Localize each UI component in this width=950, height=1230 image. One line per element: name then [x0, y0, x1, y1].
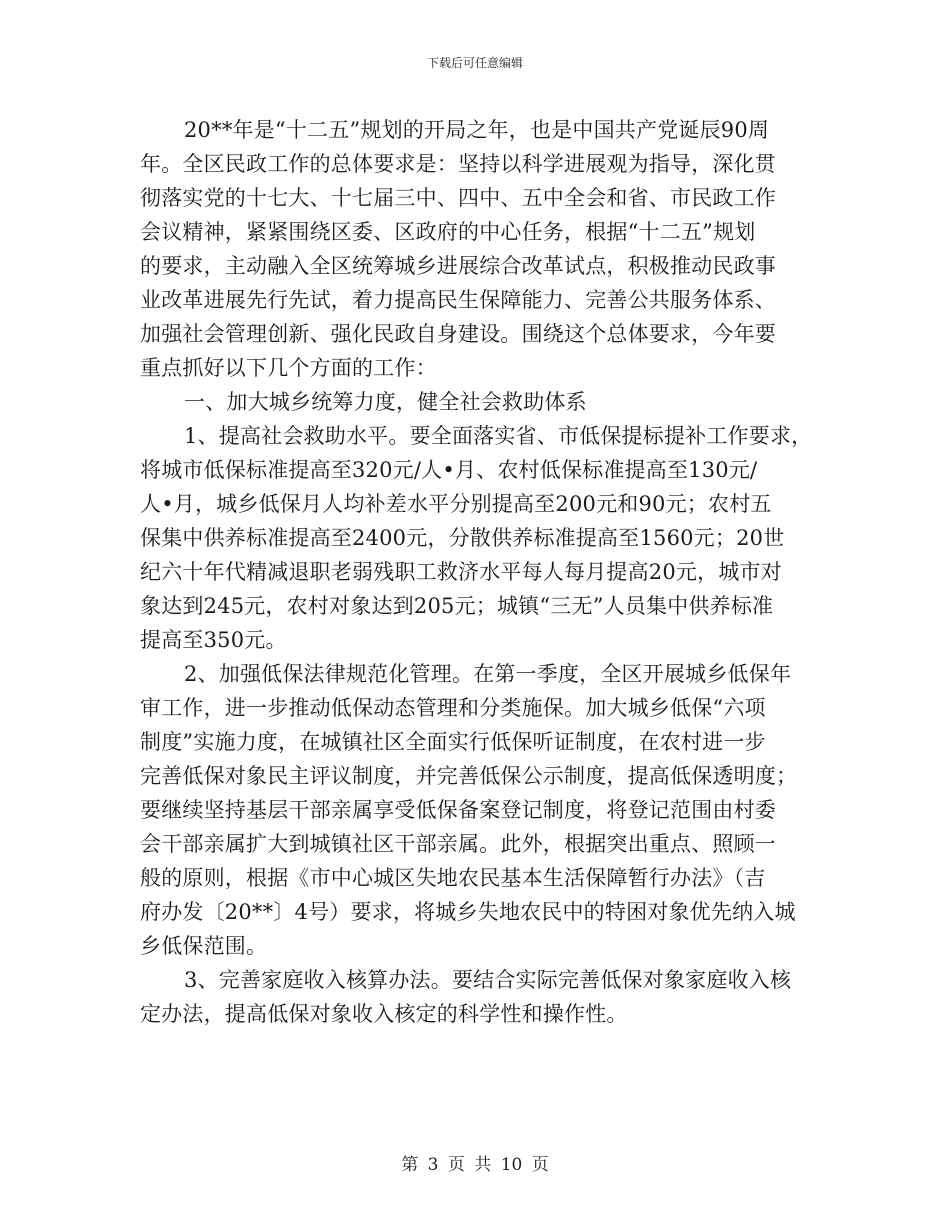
paragraph-line: 的要求，主动融入全区统筹城乡进展综合改革试点，积极推动民政事 — [140, 254, 776, 278]
paragraph-line: 会议精神，紧紧围绕区委、区政府的中心任务，根据“十二五”规划 — [140, 220, 756, 244]
paragraph-line: 纪六十年代精减退职老弱残职工救济水平每人每月提高20元，城市对 — [140, 560, 782, 584]
document-body — [140, 113, 820, 1031]
paragraph-line: 3、完善家庭收入核算办法。要结合实际完善低保对象家庭收入核 — [184, 968, 792, 992]
paragraph-line: 审工作，进一步推动低保动态管理和分类施保。加大城乡低保“六项 — [140, 696, 766, 720]
paragraph-line: 业改革进展先行先试，着力提高民生保障能力、完善公共服务体系、 — [140, 288, 776, 312]
paragraph-line: 20**年是“十二五”规划的开局之年，也是中国共产党诞辰90周 — [184, 118, 770, 142]
section-heading: 一、加大城乡统筹力度，健全社会救助体系 — [184, 390, 587, 414]
paragraph-line: 提高至350元。 — [140, 628, 287, 652]
header-note: 下载后可任意编辑 — [426, 56, 523, 70]
paragraph-line: 完善低保对象民主评议制度，并完善低保公示制度，提高低保透明度； — [140, 764, 798, 788]
paragraph-line: 象达到245元，农村对象达到205元；城镇“三无”人员集中供养标准 — [140, 594, 774, 618]
paragraph-line: 1、提高社会救助水平。要全面落实省、市低保提标提补工作要求， — [184, 424, 813, 448]
paragraph-line: 乡低保范围。 — [140, 934, 268, 958]
paragraph-line: 制度”实施力度，在城镇社区全面实行低保听证制度，在农村进一步 — [140, 730, 766, 754]
page-number-footer: 第 3 页 共 10 页 — [401, 1155, 549, 1175]
paragraph-line: 彻落实党的十七大、十七届三中、四中、五中全会和省、市民政工作 — [140, 186, 776, 210]
paragraph-line: 2、加强低保法律规范化管理。在第一季度，全区开展城乡低保年 — [184, 662, 792, 686]
paragraph-line: 人•月，城乡低保月人均补差水平分别提高至200元和90元；农村五 — [140, 492, 772, 516]
paragraph-line: 要继续坚持基层干部亲属享受低保备案登记制度，将登记范围由村委 — [140, 798, 776, 822]
paragraph-line: 府办发〔20**〕4号）要求，将城乡失地农民中的特困对象优先纳入城 — [140, 900, 796, 924]
paragraph-line: 将城市低保标准提高至320元/人•月、农村低保标准提高至130元/ — [140, 458, 758, 482]
paragraph-line: 年。全区民政工作的总体要求是：坚持以科学进展观为指导，深化贯 — [140, 152, 776, 176]
paragraph-line: 般的原则，根据《市中心城区失地农民基本生活保障暂行办法》（吉 — [140, 866, 766, 890]
paragraph-line: 加强社会管理创新、强化民政自身建设。围绕这个总体要求，今年要 — [140, 322, 776, 346]
paragraph-line: 保集中供养标准提高至2400元，分散供养标准提高至1560元；20世 — [140, 526, 785, 550]
paragraph-line: 重点抓好以下几个方面的工作： — [140, 356, 437, 380]
paragraph-line: 会干部亲属扩大到城镇社区干部亲属。此外，根据突出重点、照顾一 — [140, 832, 776, 856]
paragraph-line: 定办法，提高低保对象收入核定的科学性和操作性。 — [140, 1002, 628, 1026]
